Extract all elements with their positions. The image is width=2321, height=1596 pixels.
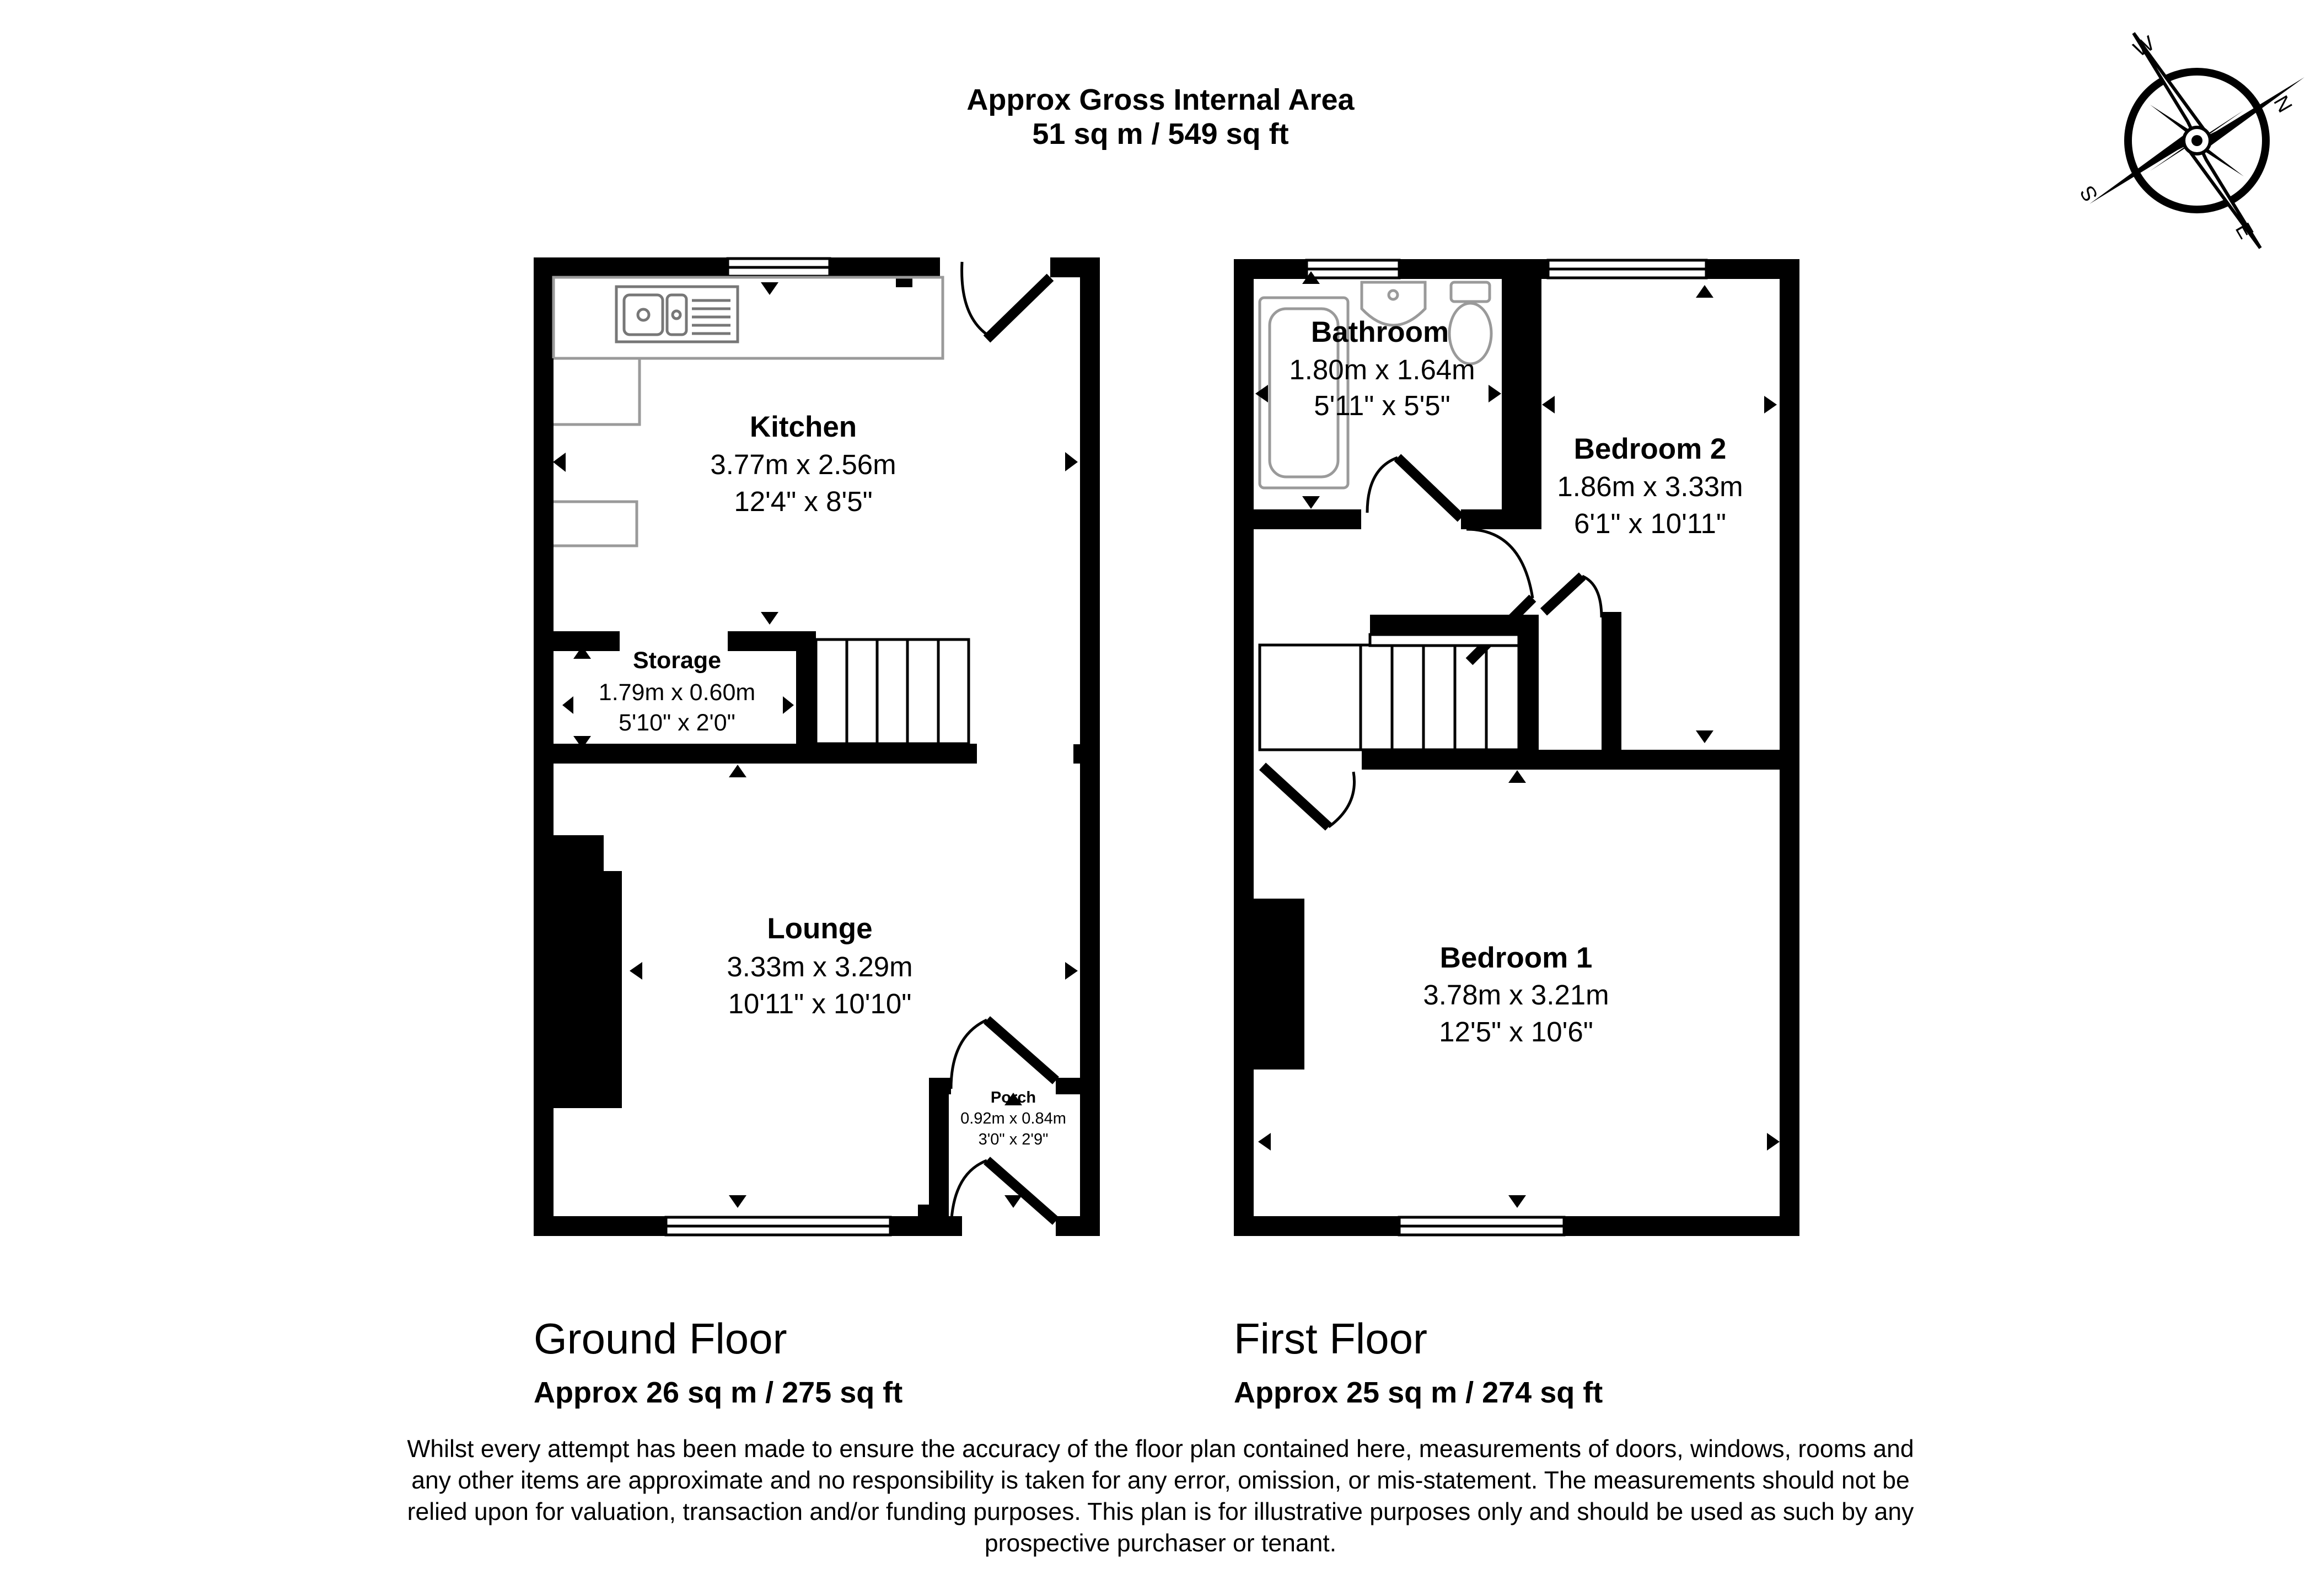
gross-area-value: 51 sq m / 549 sq ft — [1032, 117, 1289, 151]
disclaimer-line-4: prospective purchaser or tenant. — [984, 1530, 1337, 1557]
bedroom2-name: Bedroom 2 — [1573, 433, 1727, 465]
bathroom-bottom-wall — [1254, 509, 1361, 529]
storage-metric: 1.79m x 0.60m — [598, 679, 756, 706]
lounge-metric: 3.33m x 3.29m — [727, 951, 913, 982]
first-outer-wall-left — [1234, 259, 1254, 1236]
compass-n-label: N — [2269, 92, 2297, 117]
bedroom1-window — [1399, 1217, 1564, 1235]
kitchen-back-door — [962, 262, 1050, 339]
bedroom2-metric: 1.86m x 3.33m — [1557, 471, 1743, 502]
kitchen-window — [728, 259, 830, 276]
ground-stairs — [816, 640, 969, 744]
ground-outer-wall-bottom-left — [534, 1216, 666, 1236]
ground-floor-plan — [534, 257, 1100, 1236]
kitchen-sink-icon — [616, 287, 738, 342]
wc-icon — [1449, 282, 1491, 364]
bedroom2-imperial: 6'1" x 10'11" — [1574, 508, 1726, 539]
storage-imperial: 5'10" x 2'0" — [619, 710, 735, 736]
landing-wall-top — [1370, 615, 1538, 635]
ground-outer-wall-top-mid — [830, 257, 940, 277]
first-floor-area: Approx 25 sq m / 274 sq ft — [1234, 1376, 1603, 1409]
disclaimer — [331, 1433, 1990, 1559]
bathroom-name: Bathroom — [1310, 316, 1449, 348]
cupboard-door — [1544, 576, 1602, 617]
storage-name: Storage — [632, 647, 722, 674]
kitchen-name: Kitchen — [749, 411, 857, 443]
kitchen-imperial: 12'4" x 8'5" — [734, 486, 873, 517]
compass-e-label: E — [2230, 219, 2258, 243]
kitchen-partition-left — [554, 631, 620, 651]
bedroom2-left-wall — [1522, 259, 1541, 529]
kitchen-metric: 3.77m x 2.56m — [710, 449, 896, 480]
bathroom-right-wall — [1502, 259, 1522, 529]
disclaimer-line-2: any other items are approximate and no responsibility is taken for any error, omission, or mis-statement. The measurements should not be — [411, 1467, 1910, 1494]
stairwell-right — [1519, 615, 1539, 755]
ground-floor-title: Ground Floor — [534, 1314, 787, 1363]
compass-w-label: W — [2129, 31, 2159, 62]
bathroom-imperial: 5'11" x 5'5" — [1314, 390, 1450, 421]
ground-outer-wall-top-left — [534, 257, 728, 277]
cupboard-right-wall — [1602, 612, 1621, 755]
first-outer-wall-right — [1780, 259, 1799, 1236]
lounge-name: Lounge — [767, 912, 873, 945]
lounge-chimney-breast — [554, 835, 622, 1108]
porch-name: Porch — [990, 1089, 1036, 1106]
bedroom1-door — [1262, 766, 1355, 827]
lounge-window — [666, 1217, 890, 1235]
storage-bottom-wall — [554, 744, 977, 764]
lounge-imperial: 10'11" x 10'10" — [728, 988, 912, 1019]
bathroom-door — [1367, 458, 1461, 518]
ground-outer-wall-right — [1080, 257, 1100, 1236]
bedroom1-imperial: 12'5" x 10'6" — [1439, 1016, 1593, 1047]
landing-bedroom1-wall — [1362, 750, 1799, 770]
bathroom-window — [1307, 260, 1399, 278]
gross-area-title: Approx Gross Internal Area — [966, 83, 1355, 116]
ground-floor-area: Approx 26 sq m / 275 sq ft — [534, 1376, 903, 1409]
disclaimer-line-1: Whilst every attempt has been made to ensure the accuracy of the floor plan contained here, measurements of doors, windows, rooms and — [407, 1436, 1914, 1463]
first-floor-plan — [1234, 259, 1799, 1236]
bedroom1-metric: 3.78m x 3.21m — [1423, 979, 1609, 1011]
compass-s-label: S — [2076, 181, 2103, 206]
compass-rose-icon — [2076, 31, 2304, 248]
bedroom1-chimney-breast — [1254, 899, 1304, 1070]
ground-outer-wall-left — [534, 257, 554, 1236]
bedroom1-name: Bedroom 1 — [1439, 942, 1593, 974]
bedroom2-window — [1548, 260, 1706, 278]
porch-imperial: 3'0" x 2'9" — [978, 1131, 1049, 1148]
bathroom-metric: 1.80m x 1.64m — [1289, 354, 1475, 385]
lounge-porch-door — [951, 1020, 1056, 1089]
porch-metric: 0.92m x 0.84m — [960, 1110, 1066, 1127]
first-floor-title: First Floor — [1234, 1314, 1427, 1363]
disclaimer-line-3: relied upon for valuation, transaction and/or funding purposes. This plan is for illustrative purposes only and should be used as such by any — [407, 1498, 1914, 1525]
front-door — [951, 1160, 1056, 1232]
